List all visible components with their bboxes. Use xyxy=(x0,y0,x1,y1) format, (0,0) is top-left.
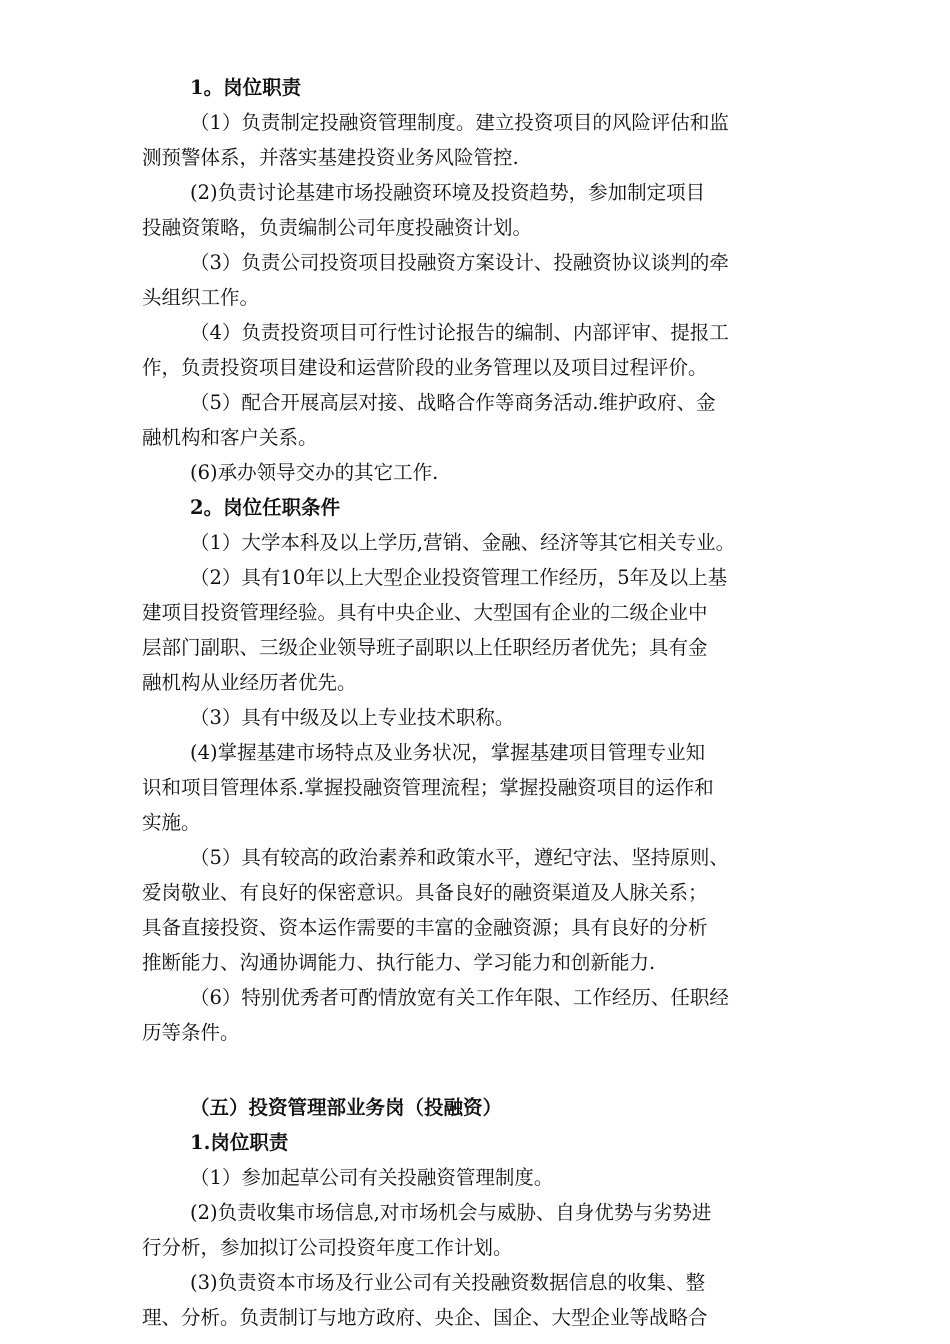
paragraph-line: 行分析，参加拟订公司投资年度工作计划。 xyxy=(142,1236,513,1259)
chapter-heading: （五）投资管理部业务岗（投融资） xyxy=(190,1096,503,1119)
section-heading: 2。岗位任职条件 xyxy=(190,496,341,519)
section-heading: 1。岗位职责 xyxy=(190,76,302,99)
paragraph-line: 识和项目管理体系.掌握投融资管理流程；掌握投融资项目的运作和 xyxy=(142,776,714,799)
paragraph-line: 建项目投资管理经验。具有中央企业、大型国有企业的二级企业中 xyxy=(142,601,708,624)
paragraph-line: (2)负责讨论基建市场投融资环境及投资趋势，参加制定项目 xyxy=(190,181,706,204)
paragraph-line: 融机构从业经历者优先。 xyxy=(142,671,357,694)
paragraph-line: （1）大学本科及以上学历,营销、金融、经济等其它相关专业。 xyxy=(190,531,736,554)
paragraph-line: （3）具有中级及以上专业技术职称。 xyxy=(190,706,515,729)
paragraph-line: 具备直接投资、资本运作需要的丰富的金融资源；具有良好的分析 xyxy=(142,916,708,939)
paragraph-line: 投融资策略，负责编制公司年度投融资计划。 xyxy=(142,216,533,239)
paragraph-line: 推断能力、沟通协调能力、执行能力、学习能力和创新能力. xyxy=(142,951,656,974)
paragraph-line: （1）负责制定投融资管理制度。建立投资项目的风险评估和监 xyxy=(190,111,729,134)
paragraph-line: (3)负责资本市场及行业公司有关投融资数据信息的收集、整 xyxy=(190,1271,706,1294)
paragraph-line: （5）配合开展高层对接、战略合作等商务活动.维护政府、金 xyxy=(190,391,716,414)
paragraph-line: 爱岗敬业、有良好的保密意识。具备良好的融资渠道及人脉关系； xyxy=(142,881,708,904)
section-heading: 1.岗位职责 xyxy=(190,1131,289,1154)
paragraph-line: 层部门副职、三级企业领导班子副职以上任职经历者优先；具有金 xyxy=(142,636,708,659)
paragraph-line: 融机构和客户关系。 xyxy=(142,426,318,449)
paragraph-line: 实施。 xyxy=(142,811,201,834)
paragraph-line: (2)负责收集市场信息,对市场机会与威胁、自身优势与劣势进 xyxy=(190,1201,712,1224)
paragraph-line: （2）具有10年以上大型企业投资管理工作经历，5年及以上基 xyxy=(190,566,728,589)
paragraph-line: （5）具有较高的政治素养和政策水平，遵纪守法、坚持原则、 xyxy=(190,846,729,869)
paragraph-line: （1）参加起草公司有关投融资管理制度。 xyxy=(190,1166,554,1189)
paragraph-line: 头组织工作。 xyxy=(142,286,260,309)
paragraph-line: 历等条件。 xyxy=(142,1021,240,1044)
paragraph-line: （6）特别优秀者可酌情放宽有关工作年限、工作经历、任职经 xyxy=(190,986,729,1009)
paragraph-line: （4）负责投资项目可行性讨论报告的编制、内部评审、提报工 xyxy=(190,321,729,344)
paragraph-line: 测预警体系，并落实基建投资业务风险管控. xyxy=(142,146,519,169)
paragraph-line: （3）负责公司投资项目投融资方案设计、投融资协议谈判的牵 xyxy=(190,251,729,274)
paragraph-line: 理、分析。负责制订与地方政府、央企、国企、大型企业等战略合 xyxy=(142,1306,708,1329)
paragraph-line: 作，负责投资项目建设和运营阶段的业务管理以及项目过程评价。 xyxy=(142,356,708,379)
paragraph-line: (6)承办领导交办的其它工作. xyxy=(190,461,439,484)
paragraph-line: (4)掌握基建市场特点及业务状况，掌握基建项目管理专业知 xyxy=(190,741,706,764)
